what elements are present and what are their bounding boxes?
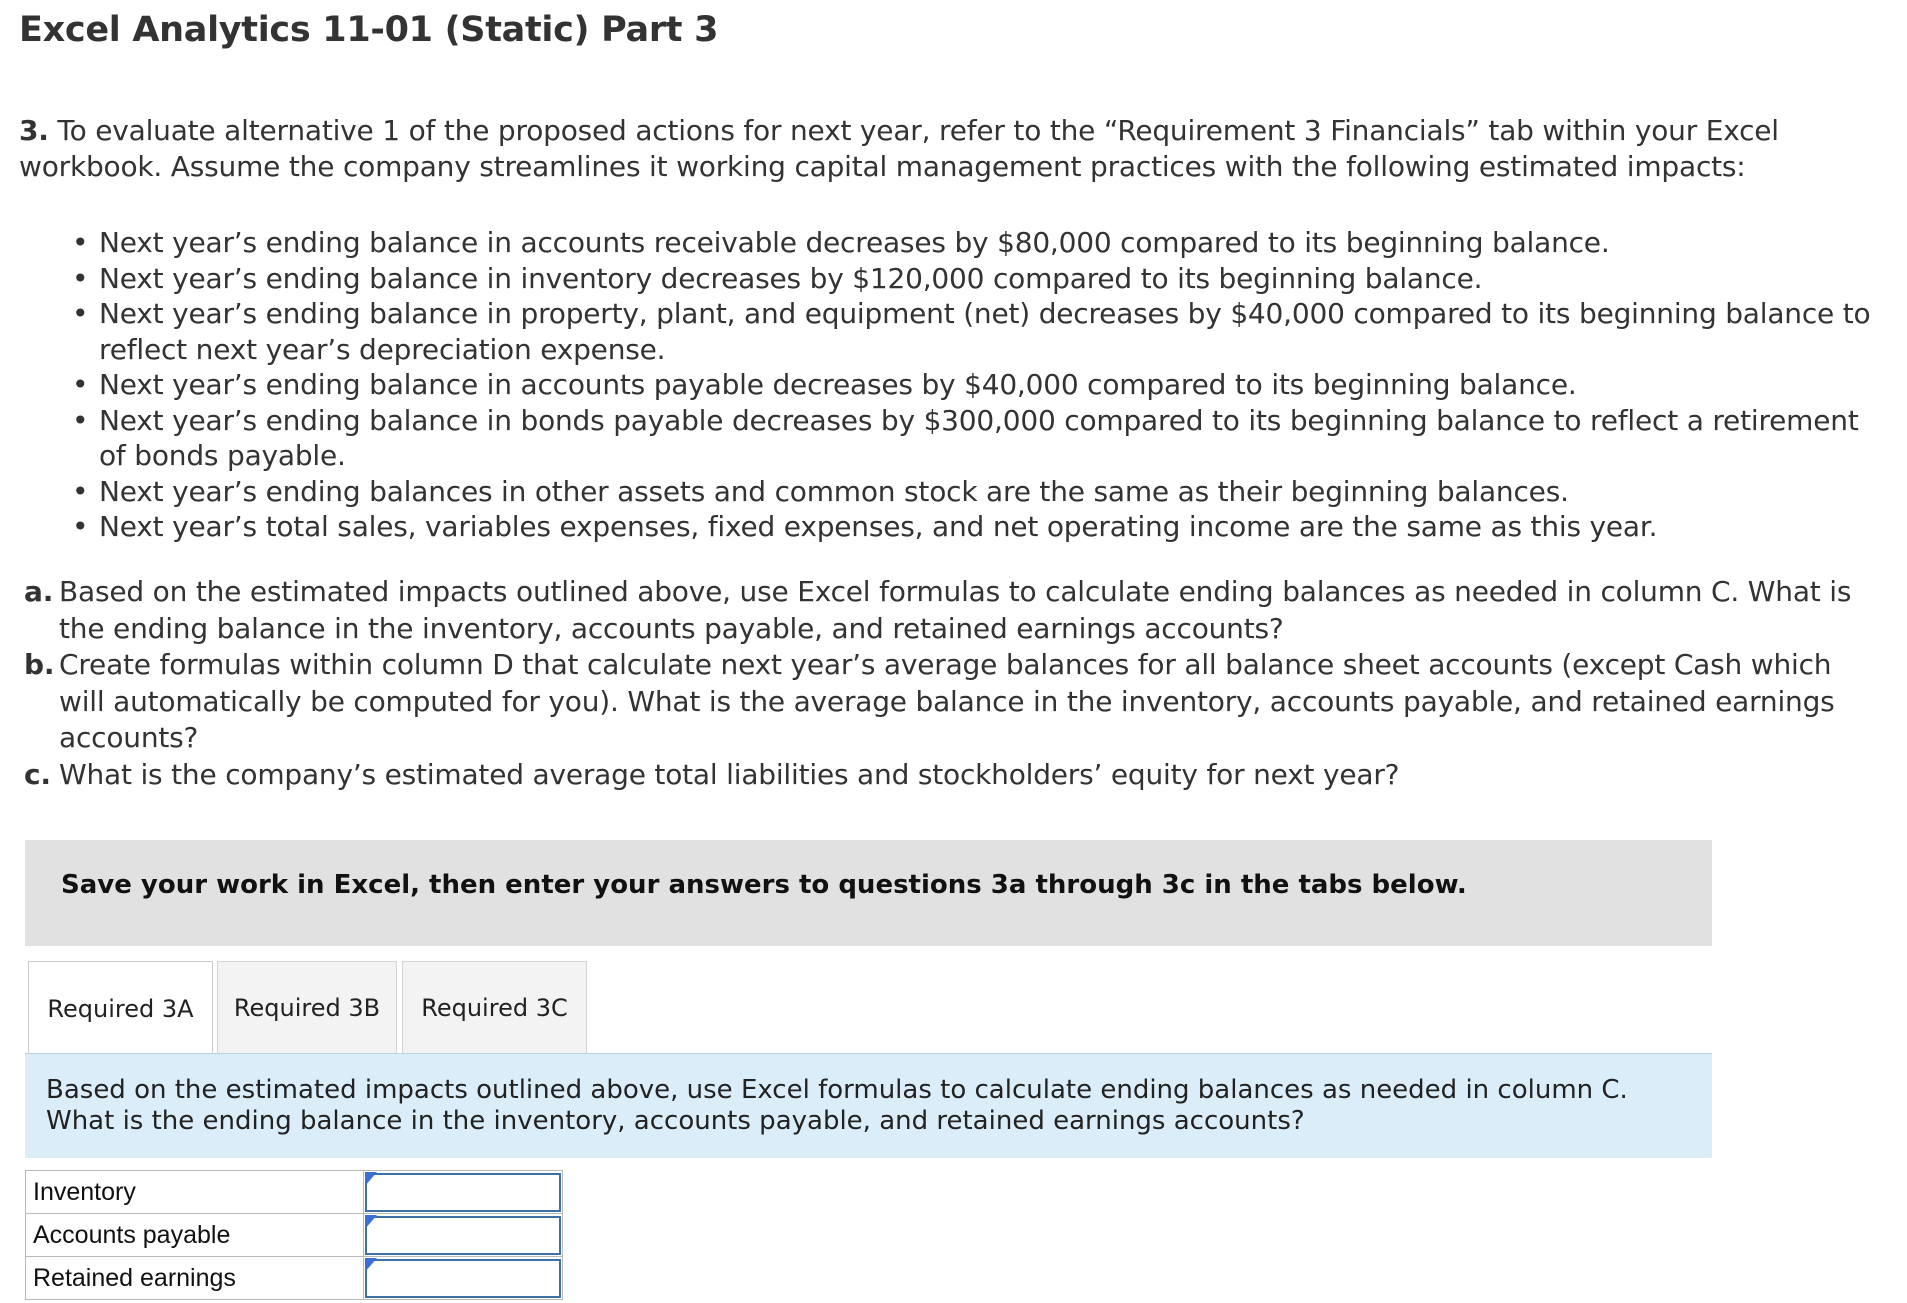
question-letter: b.: [24, 648, 55, 681]
input-cell: [364, 1171, 563, 1214]
impact-item-other-assets: • Next year’s ending balances in other assets and common stock are the same as their beginning balances.: [72, 474, 1882, 510]
table-row: [26, 1257, 563, 1300]
table-row: [26, 1214, 563, 1257]
impact-item-ppe: • Next year’s ending balance in property, plant, and equipment (net) decreases by $40,000 compared to its beginning balance to reflect next year’s depreciation expense.: [72, 296, 1882, 367]
question-b: [24, 647, 1884, 757]
inventory-input[interactable]: [365, 1173, 561, 1212]
impact-item-inventory: • Next year’s ending balance in inventory decreases by $120,000 compared to its beginning balance.: [72, 261, 1882, 297]
input-cell: [364, 1214, 563, 1257]
impact-item-accounts-receivable: • Next year’s ending balance in accounts receivable decreases by $80,000 compared to its beginning balance.: [72, 225, 1882, 261]
question-list: [24, 574, 1884, 793]
question-a: [24, 574, 1884, 647]
question-letter: c.: [24, 757, 51, 791]
row-label-retained-earnings: Retained earnings: [26, 1257, 364, 1300]
intro-number: 3.: [19, 114, 49, 147]
retained-earnings-input[interactable]: [365, 1259, 561, 1298]
tab-required-3a[interactable]: Required 3A: [28, 961, 213, 1055]
save-banner-text: Save your work in Excel, then enter your answers to questions 3a through 3c in the tabs below.: [61, 870, 1467, 900]
question-letter: a.: [24, 575, 54, 608]
page-title: Excel Analytics 11-01 (Static) Part 3: [19, 10, 719, 50]
impact-item-bonds-payable: • Next year’s ending balance in bonds payable decreases by $300,000 compared to its beginning balance to reflect a retirement of bonds payable.: [72, 403, 1882, 474]
row-label-inventory: Inventory: [26, 1171, 364, 1214]
intro-paragraph: [19, 113, 1879, 185]
row-label-accounts-payable: Accounts payable: [26, 1214, 364, 1257]
question-text: Based on the estimated impacts outlined above, use Excel formulas to calculate ending balances as needed in column C. What is the ending balance in the inventory, accounts payable, and retained earnings accounts?: [59, 575, 1852, 645]
question-c: [24, 757, 1884, 794]
impact-list: [72, 225, 1882, 545]
impact-item-income: • Next year’s total sales, variables expenses, fixed expenses, and net operating income are the same as this year.: [72, 509, 1882, 545]
intro-text: To evaluate alternative 1 of the proposed actions for next year, refer to the “Requirement 3 Financials” tab within your Excel workbook. Assume the company streamlines it working capital management practices with the following estimated impacts:: [19, 114, 1779, 183]
question-text: What is the company’s estimated average total liabilities and stockholders’ equity for next year?: [59, 757, 1400, 791]
impact-item-accounts-payable: • Next year’s ending balance in accounts payable decreases by $40,000 compared to its beginning balance.: [72, 367, 1882, 403]
answer-table: [25, 1170, 563, 1300]
accounts-payable-input[interactable]: [365, 1216, 561, 1255]
table-row: [26, 1171, 563, 1214]
tab-instructions: Based on the estimated impacts outlined above, use Excel formulas to calculate ending balances as needed in column C. What is the ending balance in the inventory, accounts payable, and retained earnings accounts?: [25, 1054, 1712, 1158]
tab-required-3b[interactable]: Required 3B: [217, 961, 397, 1053]
input-cell: [364, 1257, 563, 1300]
question-text: Create formulas within column D that calculate next year’s average balances for all balance sheet accounts (except Cash which will automatically be computed for you). What is the average balance in the inventory, accounts payable, and retained earnings accounts?: [59, 648, 1835, 754]
tab-required-3c[interactable]: Required 3C: [402, 961, 587, 1053]
save-banner: [25, 840, 1712, 946]
